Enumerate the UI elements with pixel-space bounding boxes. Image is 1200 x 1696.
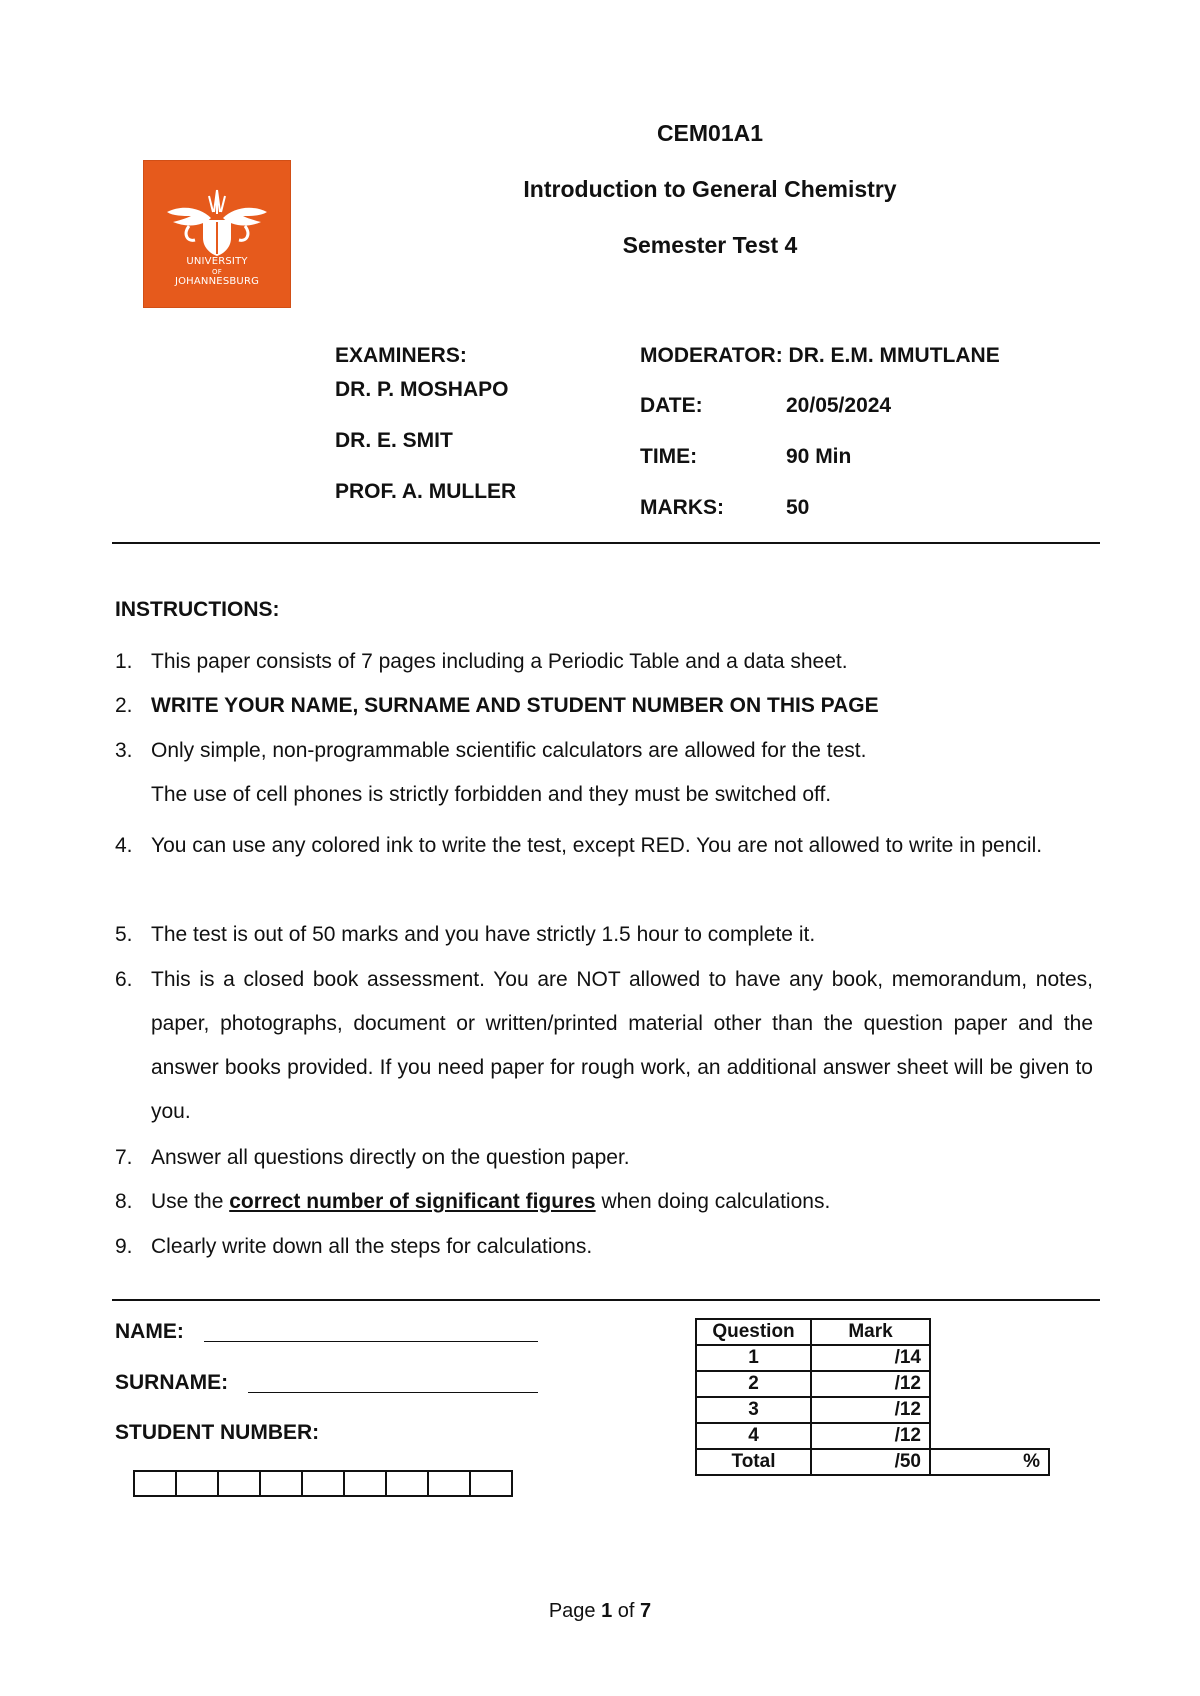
instruction-4: You can use any colored ink to write the test, except RED. You are not allowed to write in pencil. [151,834,1043,857]
table-row [696,1371,1049,1397]
question-number: 1 [696,1345,811,1371]
instructions-divider [112,1299,1100,1301]
question-mark: /14 [811,1345,930,1371]
instruction-5: The test is out of 50 marks and you have strictly 1.5 hour to complete it. [151,923,816,946]
instruction-3: Only simple, non-programmable scientific calculators are allowed for the test. [151,739,867,762]
name-input-line[interactable] [204,1341,538,1342]
page-of: of [612,1600,641,1622]
instruction-9: Clearly write down all the steps for calculations. [151,1235,593,1258]
header-divider [112,542,1100,544]
logo-line-2: OF [212,268,222,276]
total-row [696,1449,1049,1475]
student-number-digit-box[interactable] [469,1470,513,1497]
table-row [696,1345,1049,1371]
course-code: CEM01A1 [656,120,764,146]
blank-cell [930,1423,1049,1449]
instruction-1: This paper consists of 7 pages including a Periodic Table and a data sheet. [151,650,848,673]
name-label: NAME: [115,1320,184,1343]
surname-label: SURNAME: [115,1371,229,1394]
percent-cell: % [930,1449,1049,1475]
instruction-number: 9. [115,1235,133,1258]
time-value: 90 Min [786,445,852,468]
question-mark: /12 [811,1397,930,1423]
total-label: Total [696,1449,811,1475]
question-mark: /12 [811,1423,930,1449]
instruction-8 [151,1180,1093,1224]
page-prefix: Page [548,1600,602,1622]
instruction-number: 5. [115,923,133,946]
blank-cell [930,1371,1049,1397]
student-number-digit-box[interactable] [259,1470,303,1497]
examiner-name-1: DR. P. MOSHAPO [335,378,509,401]
university-logo [143,160,291,308]
instructions-heading: INSTRUCTIONS: [115,598,280,621]
date-label: DATE: [640,394,703,417]
student-number-boxes[interactable] [133,1470,513,1497]
course-title: Introduction to General Chemistry [523,176,897,202]
instruction-6: This is a closed book assessment. You are NOT allowed to have any book, memorandum, notes, paper, photographs, document or written/printed material other than the question paper and the answer books provided. If you need paper for rough work, an additional answer sheet will be given to you. [151,968,1093,1123]
blank-cell [930,1319,1049,1345]
total-mark: /50 [811,1449,930,1475]
date-value: 20/05/2024 [786,394,892,417]
student-number-digit-box[interactable] [175,1470,219,1497]
time-label: TIME: [640,445,698,468]
student-number-digit-box[interactable] [385,1470,429,1497]
instruction-3-cont: The use of cell phones is strictly forbidden and they must be switched off. [151,783,832,806]
student-number-digit-box[interactable] [301,1470,345,1497]
page-footer [0,1600,1200,1623]
logo-line-1: UNIVERSITY [186,256,248,267]
instruction-number: 6. [115,968,133,991]
marks-table-header [696,1319,1049,1345]
instruction-7: Answer all questions directly on the question paper. [151,1146,630,1169]
marks-value: 50 [786,496,810,519]
page-total: 7 [640,1600,652,1622]
table-row [696,1397,1049,1423]
blank-cell [930,1345,1049,1371]
question-mark: /12 [811,1371,930,1397]
instruction-number: 4. [115,834,133,857]
student-number-label: STUDENT NUMBER: [115,1421,320,1444]
instruction-number: 7. [115,1146,133,1169]
marks-table [695,1318,1050,1476]
instruction-number: 8. [115,1190,133,1213]
examiner-name-3: PROF. A. MULLER [335,480,517,503]
question-number: 4 [696,1423,811,1449]
instruction-8-post: when doing calculations. [595,1190,831,1213]
instruction-number: 3. [115,739,133,762]
instruction-number: 1. [115,650,133,673]
student-number-digit-box[interactable] [217,1470,261,1497]
instruction-number: 2. [115,694,133,717]
logo-line-3: JOHANNESBURG [174,276,260,287]
question-number: 3 [696,1397,811,1423]
student-number-digit-box[interactable] [133,1470,177,1497]
examiner-name-2: DR. E. SMIT [335,429,453,452]
page-number: 1 [601,1600,613,1622]
instruction-8-pre: Use the [151,1190,230,1213]
test-name: Semester Test 4 [622,232,798,258]
table-row [696,1423,1049,1449]
mark-header: Mark [811,1319,930,1345]
blank-cell [930,1397,1049,1423]
question-number: 2 [696,1371,811,1397]
instruction-2: WRITE YOUR NAME, SURNAME AND STUDENT NUMBER ON THIS PAGE [151,694,879,717]
marks-label: MARKS: [640,496,724,519]
moderator: MODERATOR: DR. E.M. MMUTLANE [640,344,1000,367]
student-number-digit-box[interactable] [343,1470,387,1497]
question-header: Question [696,1319,811,1345]
sig-figs-emphasis: correct number of significant figures [229,1190,596,1213]
examiners-label: EXAMINERS: [335,344,467,367]
surname-input-line[interactable] [248,1392,538,1393]
student-number-digit-box[interactable] [427,1470,471,1497]
